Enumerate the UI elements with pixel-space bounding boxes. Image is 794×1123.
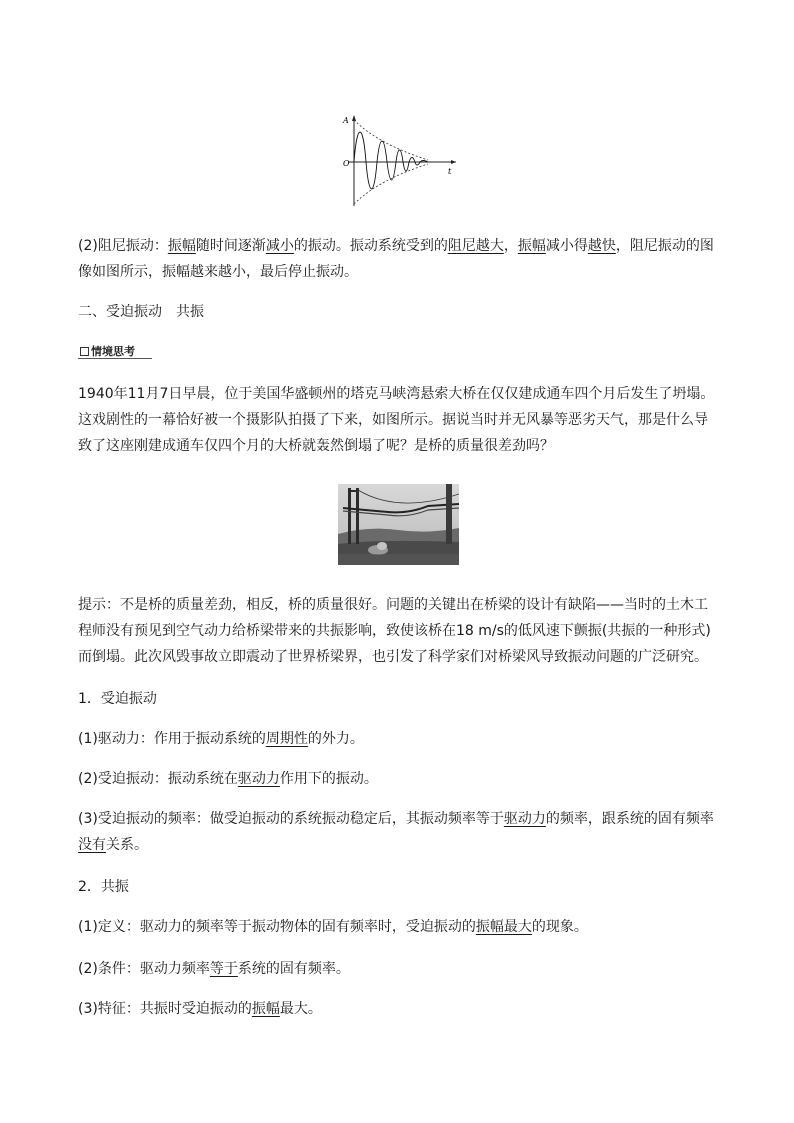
resonance-feature: (3)特征：共振时受迫振动的振幅最大。 xyxy=(78,1001,322,1017)
driving-force-definition: (1)驱动力：作用于振动系统的周期性的外力。 xyxy=(78,731,364,747)
tacoma-bridge-photo xyxy=(338,484,459,565)
lower-envelope xyxy=(354,164,428,204)
damped-oscillation-graph xyxy=(338,112,460,208)
tag-underline xyxy=(78,358,152,359)
scenario-thinking-tag: 情境思考 xyxy=(78,344,135,360)
x-axis-arrow xyxy=(451,160,456,164)
square-icon xyxy=(80,347,89,356)
forced-vibration-frequency: (3)受迫振动的频率：做受迫振动的系统振动稳定后，其振动频率等于驱动力的频率，跟系统的固有频率没有关系。 xyxy=(78,811,714,853)
resonance-definition: (1)定义：驱动力的频率等于振动物体的固有频率时，受迫振动的振幅最大的现象。 xyxy=(78,919,588,935)
hint-paragraph: 提示：不是桥的质量差劲，相反，桥的质量很好。问题的关键出在桥梁的设计有缺陷——当时的土木工程师没有预见到空气动力给桥梁带来的共振影响，致使该桥在18 m/s的低风速下颤振(共振的一种形式)而倒塌。此次风毁事故立即震动了世界桥梁界，也引发了科学家们对桥梁风导致振动问题的广泛研究。 xyxy=(78,597,711,665)
time-label: t xyxy=(448,167,452,176)
origin-label: O xyxy=(343,159,350,168)
subsection-forced-vibration: 1．受迫振动 xyxy=(78,691,157,707)
section-heading-forced-vibration: 二、受迫振动 共振 xyxy=(78,304,204,320)
forced-vibration-definition: (2)受迫振动：振动系统在驱动力作用下的振动。 xyxy=(78,771,378,787)
subsection-resonance: 2．共振 xyxy=(78,879,129,895)
resonance-condition: (2)条件：驱动力频率等于系统的固有频率。 xyxy=(78,961,350,977)
damped-vibration-paragraph: (2)阻尼振动：振幅随时间逐渐减小的振动。振动系统受到的阻尼越大，振幅减小得越快，阻尼振动的图像如图所示，振幅越来越小，最后停止振动。 xyxy=(78,238,714,280)
bridge-story-paragraph: 1940年11月7日早晨，位于美国华盛顿州的塔克马峡湾悬索大桥在仅仅建成通车四个月后发生了坍塌。这戏剧性的一幕恰好被一个摄影队拍摄了下来，如图所示。据说当时并无风暴等恶劣天气，那是什么导致了这座刚建成通车仅四个月的大桥就轰然倒塌了呢？是桥的质量很差劲吗？ xyxy=(78,386,715,454)
amplitude-label: A xyxy=(343,116,349,125)
damped-wave xyxy=(354,132,428,189)
